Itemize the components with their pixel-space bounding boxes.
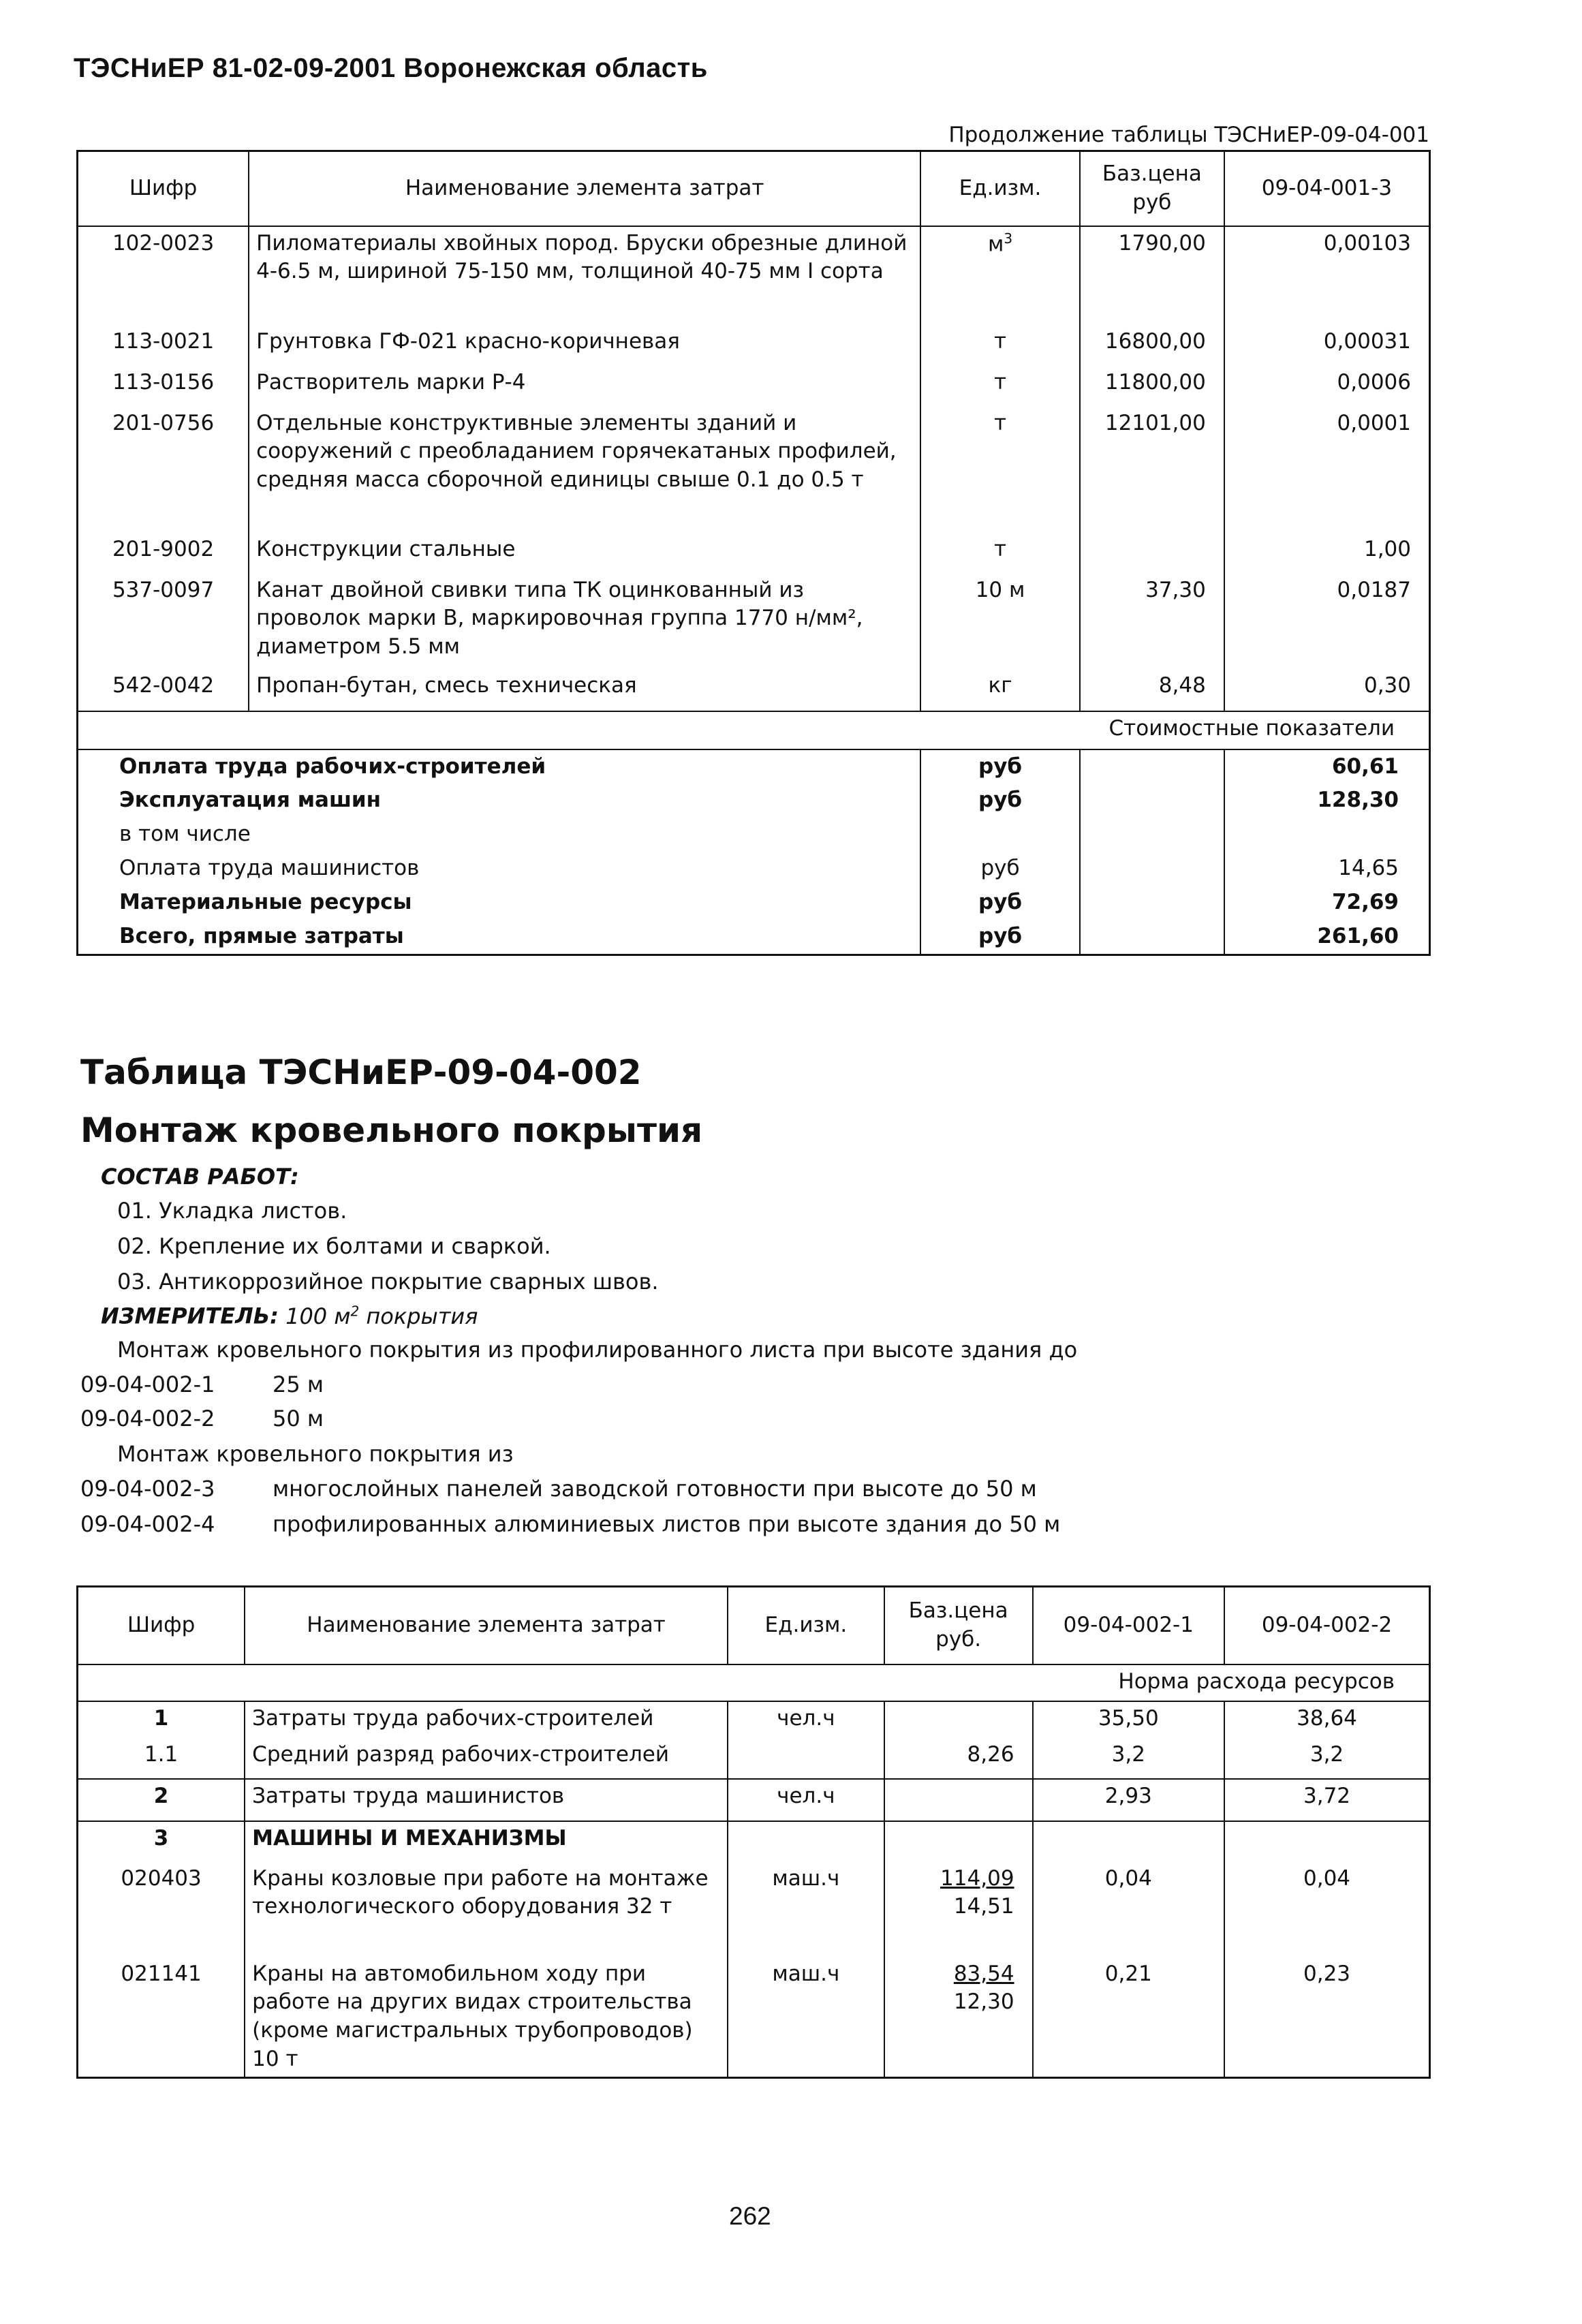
cost-row (78, 920, 1430, 955)
table-row (78, 1738, 1430, 1779)
composition-item: 01. Укладка листов. (117, 1198, 347, 1224)
table-row (78, 366, 1430, 407)
row-norm-1: 0,21 (1033, 1957, 1224, 2078)
cost-unit (920, 818, 1080, 852)
row-norm-1: 0,04 (1033, 1862, 1224, 1957)
row-code: 113-0021 (112, 328, 215, 354)
col-header-norm-1: 09-04-002-1 (1033, 1587, 1224, 1664)
row-unit (728, 1738, 884, 1779)
item-desc: 25 м (273, 1372, 324, 1397)
cost-value: 128,30 (1317, 788, 1399, 813)
row-name: Затраты труда рабочих-строителей (245, 1701, 728, 1738)
table-row (78, 325, 1430, 366)
row-price (884, 1957, 1033, 2078)
row-price (884, 1821, 1033, 1862)
cost-row (78, 818, 1430, 852)
cost-unit: руб (920, 784, 1080, 818)
row-price: 8,26 (884, 1738, 1033, 1779)
row-name: Краны козловые при работе на монтаже технологического оборудования 32 т (245, 1862, 728, 1957)
table-row (78, 1701, 1430, 1738)
row-unit: т (920, 533, 1080, 574)
cost-label: Оплата труда машинистов (119, 856, 420, 881)
row-name: Растворитель марки Р-4 (249, 366, 920, 407)
row-unit: чел.ч (728, 1701, 884, 1738)
row-code: 542-0042 (112, 672, 215, 698)
item-code: 09-04-002-1 (80, 1372, 215, 1397)
item-code: 09-04-002-2 (80, 1406, 215, 1431)
row-code: 2 (78, 1779, 245, 1821)
item-desc: многослойных панелей заводской готовности при высоте до 50 м (273, 1476, 1037, 1502)
row-norm-2: 0,23 (1303, 1961, 1351, 1986)
col-header-norm: 09-04-001-3 (1224, 151, 1430, 226)
table-row (78, 533, 1430, 574)
row-price: 37,30 (1080, 574, 1224, 669)
item-desc: профилированных алюминиевых листов при высоте здания до 50 м (273, 1511, 1061, 1537)
row-code: 1 (153, 1705, 169, 1731)
row-unit: т (920, 407, 1080, 533)
row-unit: 10 м (920, 574, 1080, 669)
row-norm-1 (1033, 1821, 1224, 1862)
cost-unit: руб (920, 749, 1080, 784)
cost-label: Всего, прямые затраты (119, 923, 404, 948)
row-name: Средний разряд рабочих-строителей (245, 1738, 728, 1779)
cost-label: Оплата труда рабочих-строителей (119, 754, 546, 779)
composition-item: 03. Антикоррозийное покрытие сварных швов. (117, 1269, 659, 1295)
composition-item: 02. Крепление их болтами и сваркой. (117, 1233, 551, 1259)
cost-label: в том числе (119, 822, 251, 847)
row-norm-1: 35,50 (1033, 1701, 1224, 1738)
row-code: 201-9002 (112, 536, 215, 561)
cost-row (78, 852, 1430, 886)
col-header-norm-2: 09-04-002-2 (1224, 1587, 1429, 1664)
section-subtitle: Монтаж кровельного покрытия (80, 1111, 703, 1150)
col-header-name: Наименование элемента затрат (245, 1587, 728, 1664)
row-code: 113-0156 (112, 369, 215, 394)
row-name: Пиломатериалы хвойных пород. Бруски обрезные длиной 4-6.5 м, шириной 75-150 мм, толщиной 40-75 мм I сорта (249, 226, 920, 325)
row-unit: $м^3$ (920, 226, 1080, 325)
cost-value: 14,65 (1338, 856, 1399, 881)
row-norm: 0,0001 (1337, 410, 1411, 435)
cost-label: Эксплуатация машин (119, 788, 382, 813)
table-row (78, 226, 1430, 325)
cost-row (78, 886, 1430, 920)
resource-table-1 (76, 150, 1431, 956)
cost-value: 60,61 (1331, 754, 1399, 779)
row-unit (728, 1821, 884, 1862)
measure-value: 100 $м^2$ покрытия (285, 1303, 478, 1329)
row-norm-2: 0,04 (1303, 1865, 1351, 1891)
row-name: Грунтовка ГФ-021 красно-коричневая (249, 325, 920, 366)
col-header-price: Баз.цена руб. (884, 1587, 1033, 1664)
document-header: ТЭСНиЕР 81-02-09-2001 Воронежская область (74, 53, 708, 83)
row-norm: 0,00031 (1323, 328, 1411, 354)
intro-text: Монтаж кровельного покрытия из (117, 1441, 514, 1467)
table-row (78, 574, 1430, 669)
resource-table-2 (76, 1585, 1431, 2079)
row-norm-1: 3,2 (1033, 1738, 1224, 1779)
row-name: Краны на автомобильном ходу при работе на других видах строительства (кроме магистральных трубопроводов) 10 т (245, 1957, 728, 2078)
row-unit: т (920, 325, 1080, 366)
table-row (78, 669, 1430, 711)
cost-unit: руб (920, 852, 1080, 886)
price-machinist: 14,51 (953, 1894, 1014, 1919)
row-norm-2 (1224, 1821, 1429, 1862)
row-unit: чел.ч (728, 1779, 884, 1821)
col-header-unit: Ед.изм. (920, 151, 1080, 226)
row-code: 3 (78, 1821, 245, 1862)
col-header-price: Баз.цена руб (1080, 151, 1224, 226)
row-norm: 0,00103 (1323, 230, 1411, 255)
table-row (78, 1862, 1430, 1957)
row-code: 537-0097 (112, 577, 215, 602)
row-code: 1.1 (144, 1741, 179, 1767)
cost-unit: руб (920, 920, 1080, 955)
norm-header: Норма расхода ресурсов (78, 1664, 1430, 1701)
row-price: 8,48 (1080, 669, 1224, 711)
row-unit: кг (920, 669, 1080, 711)
row-price (884, 1779, 1033, 1821)
col-header-code: Шифр (78, 1587, 245, 1664)
row-norm: 1,00 (1363, 536, 1411, 561)
item-code: 09-04-002-3 (80, 1476, 215, 1502)
cost-unit: руб (920, 886, 1080, 920)
row-price: 1790,00 (1080, 226, 1224, 325)
col-header-name: Наименование элемента затрат (249, 151, 920, 226)
row-code: 020403 (121, 1865, 202, 1891)
intro-text: Монтаж кровельного покрытия из профилированного листа при высоте здания до (117, 1337, 1078, 1363)
row-unit: т (920, 366, 1080, 407)
row-price (884, 1862, 1033, 1957)
row-price (884, 1701, 1033, 1738)
row-unit: маш.ч (728, 1957, 884, 2078)
col-header-code: Шифр (78, 151, 249, 226)
row-norm: 0,0006 (1337, 369, 1411, 394)
item-desc: 50 м (273, 1406, 324, 1431)
col-header-unit: Ед.изм. (728, 1587, 884, 1664)
cost-value: 72,69 (1331, 889, 1399, 914)
row-norm-2: 3,72 (1224, 1779, 1429, 1821)
row-name: МАШИНЫ И МЕХАНИЗМЫ (245, 1821, 728, 1862)
composition-label: СОСТАВ РАБОТ: (101, 1164, 299, 1190)
row-name: Затраты труда машинистов (245, 1779, 728, 1821)
page-number: 262 (729, 2202, 771, 2230)
cost-value (1224, 818, 1430, 852)
row-norm-2: 3,2 (1309, 1741, 1344, 1767)
row-name: Конструкции стальные (249, 533, 920, 574)
row-code: 021141 (121, 1961, 202, 1986)
table-row (78, 1779, 1430, 1821)
table-row (78, 407, 1430, 533)
row-norm-1: 2,93 (1033, 1779, 1224, 1821)
price-machinist: 12,30 (953, 1989, 1014, 2015)
cost-value: 261,60 (1317, 923, 1399, 948)
row-norm: 0,30 (1363, 672, 1411, 698)
cost-row (78, 749, 1430, 784)
row-norm-2: 38,64 (1297, 1705, 1357, 1731)
row-name: Отдельные конструктивные элементы зданий и сооружений с преобладанием горячекатаных профилей, средняя масса сборочной единицы свыше 0.1 до 0.5 т (249, 407, 920, 533)
measure-line (101, 1303, 478, 1329)
table-continuation-caption: Продолжение таблицы ТЭСНиЕР-09-04-001 (948, 123, 1429, 147)
row-price: 11800,00 (1080, 366, 1224, 407)
measure-label: ИЗМЕРИТЕЛЬ: (101, 1303, 279, 1329)
table-row (78, 1821, 1430, 1862)
item-code: 09-04-002-4 (80, 1511, 215, 1537)
price-main: 114,09 (940, 1865, 1014, 1891)
row-price: 16800,00 (1080, 325, 1224, 366)
row-name: Канат двойной свивки типа ТК оцинкованный из проволок марки В, маркировочная группа 1770 н/мм², диаметром 5.5 мм (249, 574, 920, 669)
cost-row (78, 784, 1430, 818)
row-price: 12101,00 (1080, 407, 1224, 533)
row-unit: маш.ч (728, 1862, 884, 1957)
row-norm: 0,0187 (1337, 577, 1411, 602)
row-price (1080, 533, 1224, 574)
table-row (78, 1957, 1430, 2078)
row-code: 102-0023 (112, 230, 215, 255)
cost-indicators-header: Стоимостные показатели (78, 711, 1430, 749)
cost-label: Материальные ресурсы (119, 889, 412, 914)
section-title: Таблица ТЭСНиЕР-09-04-002 (80, 1053, 642, 1092)
row-name: Пропан-бутан, смесь техническая (249, 669, 920, 711)
row-code: 201-0756 (112, 410, 215, 435)
price-main: 83,54 (953, 1961, 1014, 1986)
